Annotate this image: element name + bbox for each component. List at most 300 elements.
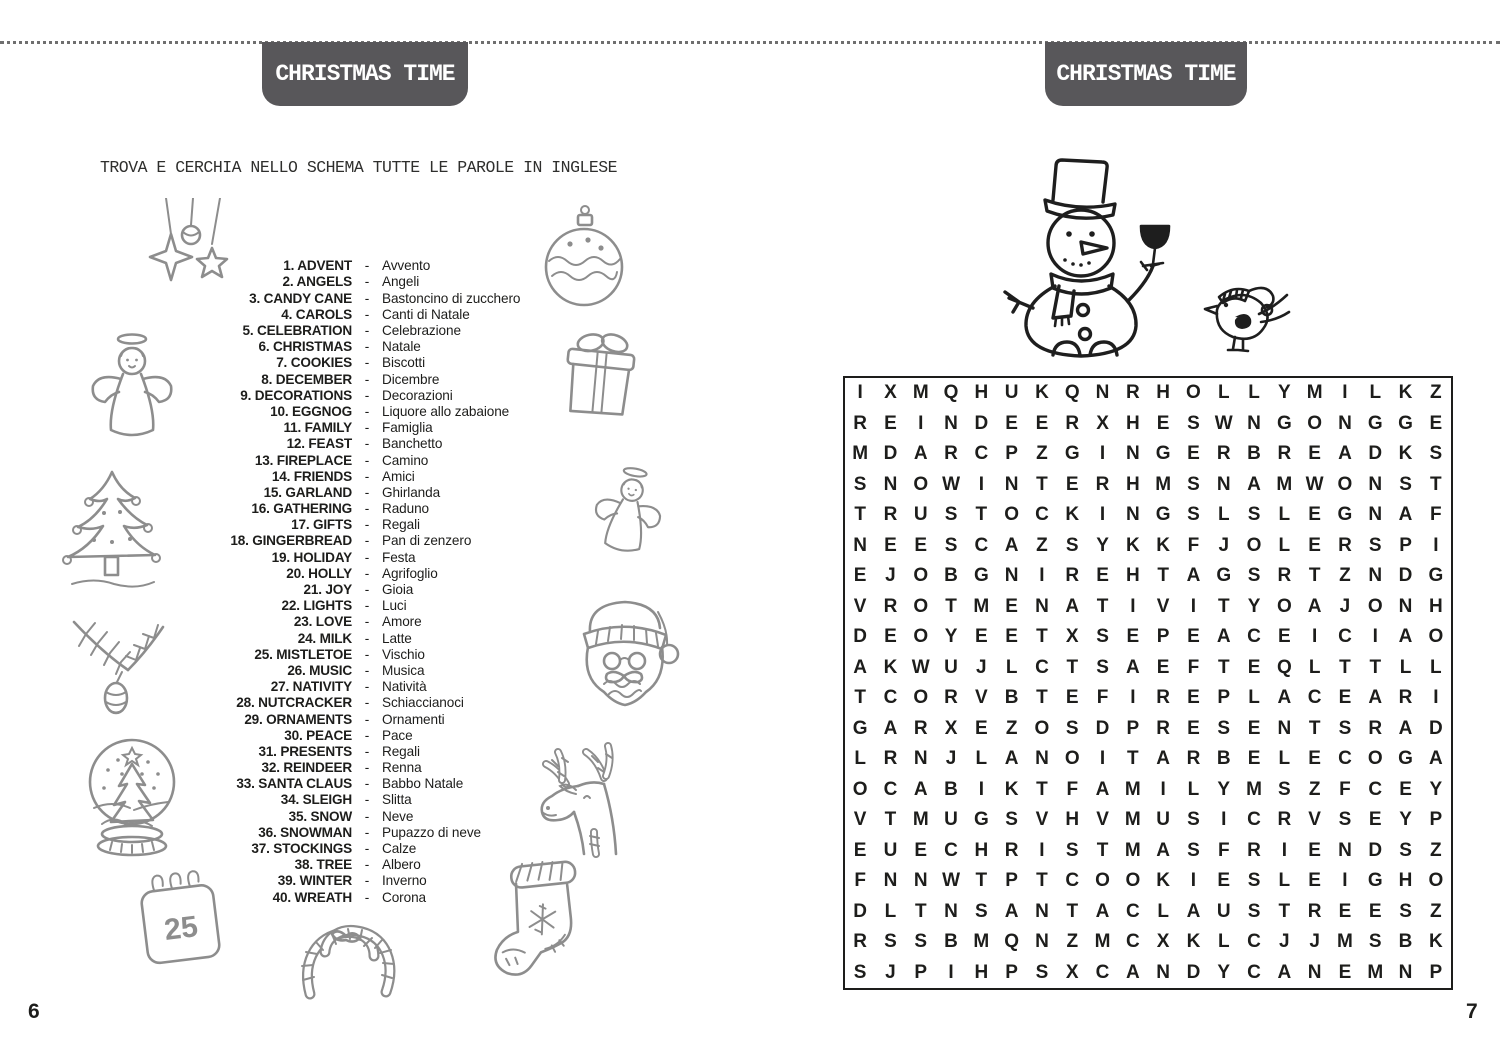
word-separator: - xyxy=(364,743,370,759)
word-italian: Natività xyxy=(382,679,427,695)
grid-letter: X xyxy=(1156,931,1170,953)
grid-letter: L xyxy=(1278,870,1291,892)
grid-letter: B xyxy=(1004,687,1019,709)
grid-letter: H xyxy=(974,961,989,983)
candy-canes-icon xyxy=(290,906,408,1008)
word-english: 7. COOKIES xyxy=(276,355,352,371)
grid-letter: F xyxy=(1096,687,1109,709)
word-separator: - xyxy=(364,533,370,549)
bird-with-santa-hat-icon xyxy=(1195,262,1295,357)
grid-letter: C xyxy=(974,443,989,465)
grid-letter: T xyxy=(1308,717,1321,739)
grid-letter: D xyxy=(853,900,868,922)
word-english: 29. ORNAMENTS xyxy=(244,711,352,727)
word-english: 40. WREATH xyxy=(272,889,352,905)
grid-letter: A xyxy=(1156,839,1170,861)
grid-letter: Z xyxy=(1430,900,1442,922)
grid-letter: S xyxy=(1065,717,1079,739)
grid-letter: E xyxy=(1005,595,1018,617)
grid-letter: E xyxy=(1156,656,1170,678)
word-english: 13. FIREPLACE xyxy=(254,452,352,468)
grid-letter: S xyxy=(853,961,867,983)
grid-letter: M xyxy=(1306,382,1323,404)
grid-letter: P xyxy=(1156,626,1170,648)
grid-letter: R xyxy=(1277,443,1292,465)
grid-letter: S xyxy=(1277,778,1291,800)
grid-letter: I xyxy=(1160,778,1166,800)
grid-letter: M xyxy=(1276,473,1293,495)
word-italian: Regali xyxy=(382,517,420,533)
grid-letter: E xyxy=(1338,687,1352,709)
angel-icon xyxy=(578,464,674,566)
word-italian: Liquore allo zabaione xyxy=(382,403,510,419)
grid-letter: F xyxy=(1217,839,1230,861)
grid-letter: C xyxy=(1247,961,1261,983)
grid-letter: I xyxy=(918,412,924,434)
grid-letter: R xyxy=(1247,839,1261,861)
grid-letter: I xyxy=(1372,626,1378,648)
grid-letter: E xyxy=(1187,687,1200,709)
grid-letter: D xyxy=(1186,961,1201,983)
grid-letter: L xyxy=(1248,687,1260,709)
grid-letter: X xyxy=(1065,961,1079,983)
grid-letter: D xyxy=(974,412,989,434)
grid-letter: R xyxy=(1065,412,1080,434)
grid-letter: X xyxy=(1096,412,1109,434)
grid-letter: G xyxy=(1064,443,1080,465)
grid-letter: S xyxy=(1187,504,1200,526)
grid-letter: P xyxy=(1399,534,1412,556)
page-title: CHRISTMAS TIME xyxy=(275,61,455,87)
grid-letter: O xyxy=(913,473,929,495)
grid-letter: I xyxy=(978,473,984,495)
grid-letter: S xyxy=(853,473,867,495)
word-separator: - xyxy=(364,582,370,598)
grid-letter: P xyxy=(1005,961,1018,983)
grid-letter: I xyxy=(1099,504,1106,526)
grid-letter: U xyxy=(944,809,958,831)
word-english: 34. SLEIGH xyxy=(280,792,352,808)
word-italian: Babbo Natale xyxy=(382,776,464,792)
snowman-icon xyxy=(995,148,1190,358)
word-italian: Natale xyxy=(382,339,421,355)
grid-letter: A xyxy=(1095,900,1110,922)
grid-letter: R xyxy=(1156,717,1170,739)
word-separator: - xyxy=(364,306,370,322)
grid-letter: B xyxy=(944,565,958,587)
grid-letter: I xyxy=(1190,595,1197,617)
grid-letter: N xyxy=(1247,412,1261,434)
grid-letter: F xyxy=(1339,778,1351,800)
grid-letter: C xyxy=(1247,809,1261,831)
grid-letter: M xyxy=(1124,809,1141,831)
grid-letter: S xyxy=(1247,504,1261,526)
grid-letter: E xyxy=(884,534,897,556)
word-english: 2. ANGELS xyxy=(282,274,352,290)
word-english: 37. STOCKINGS xyxy=(251,841,352,857)
word-italian: Biscotti xyxy=(382,355,426,371)
snow-globe-icon xyxy=(80,730,186,872)
grid-letter: T xyxy=(1066,656,1079,678)
grid-letter: N xyxy=(1035,900,1049,922)
grid-letter: E xyxy=(1187,717,1200,739)
word-italian: Raduno xyxy=(382,501,430,517)
grid-letter: N xyxy=(1125,504,1140,526)
grid-letter: Y xyxy=(1096,534,1109,556)
grid-letter: C xyxy=(1095,961,1110,983)
grid-letter: S xyxy=(1187,412,1200,434)
grid-letter: G xyxy=(973,809,989,831)
grid-letter: E xyxy=(974,626,988,648)
grid-letter: S xyxy=(1368,534,1382,556)
grid-letter: E xyxy=(1005,626,1018,648)
grid-letter: E xyxy=(1308,443,1321,465)
grid-letter: C xyxy=(1247,626,1261,648)
grid-letter: E xyxy=(1338,900,1352,922)
word-english: 12. FEAST xyxy=(286,436,352,452)
grid-letter: U xyxy=(1216,900,1231,922)
grid-letter: D xyxy=(1095,717,1110,739)
grid-letter: D xyxy=(1428,717,1443,739)
grid-letter: T xyxy=(854,687,866,709)
grid-letter: M xyxy=(973,931,990,953)
grid-letter: A xyxy=(1186,900,1201,922)
grid-letter: N xyxy=(1035,595,1049,617)
grid-letter: N xyxy=(1368,565,1383,587)
word-italian: Famiglia xyxy=(382,420,433,436)
grid-letter: L xyxy=(1278,748,1291,770)
grid-letter: K xyxy=(1428,931,1443,953)
grid-letter: Q xyxy=(943,382,959,404)
grid-letter: T xyxy=(884,809,897,831)
grid-letter: I xyxy=(1281,839,1287,861)
grid-letter: R xyxy=(1368,717,1383,739)
grid-letter: T xyxy=(914,900,927,922)
word-english: 4. CAROLS xyxy=(281,306,352,322)
word-separator: - xyxy=(364,258,370,274)
grid-letter: J xyxy=(885,565,896,587)
grid-letter: J xyxy=(1218,534,1230,556)
grid-letter: A xyxy=(1338,443,1352,465)
grid-letter: L xyxy=(1308,656,1321,678)
grid-letter: E xyxy=(1187,626,1200,648)
word-italian: Latte xyxy=(382,630,412,646)
grid-letter: R xyxy=(1277,565,1292,587)
grid-letter: M xyxy=(1094,931,1111,953)
grid-letter: N xyxy=(1338,412,1352,434)
grid-letter: C xyxy=(1247,931,1261,953)
word-separator: - xyxy=(364,662,370,678)
grid-letter: S xyxy=(1338,809,1352,831)
grid-letter: N xyxy=(1368,504,1383,526)
grid-letter: E xyxy=(1429,412,1443,434)
grid-letter: Z xyxy=(1005,717,1018,739)
grid-letter: R xyxy=(944,687,958,709)
grid-letter: A xyxy=(1428,748,1443,770)
word-italian: Celebrazione xyxy=(382,323,461,339)
grid-letter: I xyxy=(1342,870,1348,892)
grid-letter: L xyxy=(1430,656,1442,678)
grid-letter: E xyxy=(1368,900,1382,922)
grid-letter: E xyxy=(1217,870,1231,892)
word-english: 31. PRESENTS xyxy=(258,743,352,759)
grid-letter: C xyxy=(1338,626,1352,648)
word-english: 17. GIFTS xyxy=(291,517,352,533)
grid-letter: T xyxy=(1217,656,1230,678)
word-separator: - xyxy=(364,387,370,403)
grid-letter: T xyxy=(975,504,988,526)
grid-letter: Y xyxy=(1217,778,1231,800)
word-italian: Ghirlanda xyxy=(382,484,441,500)
grid-letter: P xyxy=(1217,687,1231,709)
grid-letter: W xyxy=(911,656,930,678)
grid-letter: I xyxy=(948,961,954,983)
grid-letter: H xyxy=(1398,870,1413,892)
grid-letter: O xyxy=(1367,748,1383,770)
grid-letter: A xyxy=(1398,717,1413,739)
grid-letter: X xyxy=(884,382,897,404)
grid-letter: H xyxy=(1125,473,1140,495)
grid-letter: D xyxy=(853,626,868,648)
grid-letter: E xyxy=(1368,809,1382,831)
grid-letter: B xyxy=(944,778,958,800)
word-separator: - xyxy=(364,290,370,306)
grid-letter: D xyxy=(1398,565,1413,587)
grid-letter: J xyxy=(1279,931,1290,953)
grid-letter: O xyxy=(1307,412,1323,434)
grid-letter: T xyxy=(1036,626,1048,648)
word-separator: - xyxy=(364,468,370,484)
word-english: 33. SANTA CLAUS xyxy=(236,776,352,792)
grid-letter: Y xyxy=(1247,595,1261,617)
word-italian: Avvento xyxy=(382,258,431,274)
grid-letter: A xyxy=(1398,504,1413,526)
grid-letter: R xyxy=(883,504,898,526)
grid-letter: M xyxy=(912,382,929,404)
grid-letter: B xyxy=(1398,931,1413,953)
gift-icon xyxy=(550,326,652,430)
grid-letter: S xyxy=(1247,565,1261,587)
grid-letter: K xyxy=(1004,778,1019,800)
grid-letter: S xyxy=(1247,870,1261,892)
grid-letter: N xyxy=(1035,748,1049,770)
grid-letter: O xyxy=(913,565,929,587)
christmas-tree-icon xyxy=(44,466,180,608)
grid-letter: M xyxy=(1124,778,1141,800)
grid-letter: J xyxy=(976,656,987,678)
grid-letter: O xyxy=(1064,748,1080,770)
grid-letter: C xyxy=(1125,900,1140,922)
grid-letter: F xyxy=(1430,504,1442,526)
grid-letter: T xyxy=(1127,748,1139,770)
word-english: 3. CANDY CANE xyxy=(249,290,352,306)
grid-letter: T xyxy=(1066,900,1079,922)
grid-letter: N xyxy=(1125,443,1140,465)
grid-letter: F xyxy=(854,870,866,892)
grid-letter: C xyxy=(944,839,958,861)
grid-letter: L xyxy=(1187,778,1200,800)
grid-letter: G xyxy=(1367,870,1383,892)
grid-letter: N xyxy=(913,870,928,892)
grid-letter: N xyxy=(1307,961,1322,983)
word-separator: - xyxy=(364,517,370,533)
word-english: 23. LOVE xyxy=(293,614,352,630)
grid-letter: S xyxy=(1399,839,1412,861)
wordsearch-grid xyxy=(843,376,1453,990)
word-italian: Pan di zenzero xyxy=(382,533,472,549)
grid-letter: S xyxy=(1187,839,1200,861)
word-separator: - xyxy=(364,484,370,500)
santa-face-icon xyxy=(570,590,682,710)
left-page-title-banner xyxy=(262,42,468,106)
word-separator: - xyxy=(364,598,370,614)
grid-letter: E xyxy=(1065,473,1079,495)
word-separator: - xyxy=(364,565,370,581)
grid-letter: T xyxy=(1036,778,1048,800)
word-italian: Musica xyxy=(382,662,425,678)
grid-letter: E xyxy=(974,717,988,739)
grid-letter: B xyxy=(1216,748,1231,770)
grid-letter: K xyxy=(1065,504,1080,526)
grid-letter: S xyxy=(1005,809,1018,831)
word-separator: - xyxy=(364,889,370,905)
grid-letter: M xyxy=(973,595,990,617)
word-separator: - xyxy=(364,403,370,419)
grid-letter: C xyxy=(974,534,989,556)
grid-letter: G xyxy=(1367,412,1383,434)
grid-letter: L xyxy=(854,748,866,770)
grid-letter: E xyxy=(1247,717,1261,739)
grid-letter: R xyxy=(1398,687,1413,709)
calendar-icon xyxy=(130,866,232,974)
grid-letter: I xyxy=(1039,565,1045,587)
grid-letter: R xyxy=(1065,565,1080,587)
word-italian: Schiaccianoci xyxy=(382,695,464,711)
grid-letter: A xyxy=(1065,595,1080,617)
word-italian: Regali xyxy=(382,743,420,759)
word-italian: Luci xyxy=(382,598,407,614)
grid-letter: R xyxy=(853,931,868,953)
word-separator: - xyxy=(364,711,370,727)
page-number-left: 6 xyxy=(28,1000,40,1023)
grid-letter: A xyxy=(883,717,898,739)
word-separator: - xyxy=(364,630,370,646)
grid-letter: L xyxy=(975,748,988,770)
word-english: 11. FAMILY xyxy=(283,420,352,436)
grid-letter: I xyxy=(1130,687,1136,709)
grid-letter: A xyxy=(1095,778,1110,800)
word-italian: Camino xyxy=(382,452,429,468)
grid-letter: L xyxy=(1399,656,1412,678)
page-title: CHRISTMAS TIME xyxy=(1056,61,1236,87)
grid-letter: F xyxy=(1066,778,1079,800)
grid-letter: R xyxy=(1307,900,1322,922)
grid-letter: R xyxy=(944,443,958,465)
word-separator: - xyxy=(364,695,370,711)
grid-letter: T xyxy=(1430,473,1442,495)
word-separator: - xyxy=(364,824,370,840)
grid-letter: N xyxy=(1035,931,1049,953)
grid-letter: A xyxy=(1004,534,1019,556)
word-italian: Ornamenti xyxy=(382,711,445,727)
grid-letter: H xyxy=(1065,809,1080,831)
word-english: 22. LIGHTS xyxy=(281,598,352,614)
grid-letter: C xyxy=(1035,656,1049,678)
grid-letter: U xyxy=(1156,809,1170,831)
grid-letter: R xyxy=(1125,382,1140,404)
grid-letter: A xyxy=(1398,626,1413,648)
word-separator: - xyxy=(364,776,370,792)
word-italian: Vischio xyxy=(382,646,425,662)
grid-letter: N xyxy=(944,900,958,922)
pine-branch-icon xyxy=(66,610,172,724)
grid-letter: T xyxy=(1308,565,1321,587)
grid-letter: S xyxy=(914,931,928,953)
word-separator: - xyxy=(364,873,370,889)
grid-letter: G xyxy=(1216,565,1232,587)
grid-letter: G xyxy=(1155,443,1171,465)
grid-letter: A xyxy=(1307,595,1322,617)
grid-letter: W xyxy=(1305,473,1324,495)
word-english: 24. MILK xyxy=(297,630,352,646)
grid-letter: I xyxy=(1099,443,1106,465)
grid-letter: X xyxy=(1065,626,1079,648)
grid-letter: T xyxy=(1096,595,1109,617)
grid-letter: T xyxy=(1339,656,1351,678)
grid-letter: S xyxy=(1217,717,1231,739)
grid-letter: I xyxy=(1433,687,1439,709)
grid-letter: A xyxy=(1277,687,1292,709)
puzzle-instruction: TROVA E CERCHIA NELLO SCHEMA TUTTE LE PAROLE IN INGLESE xyxy=(100,158,618,177)
grid-letter: M xyxy=(1124,839,1141,861)
grid-letter: E xyxy=(1308,748,1321,770)
grid-letter: G xyxy=(1276,412,1292,434)
grid-letter: X xyxy=(944,717,958,739)
grid-letter: D xyxy=(883,443,898,465)
grid-letter: T xyxy=(1217,595,1230,617)
grid-letter: Z xyxy=(1036,534,1048,556)
word-english: 14. FRIENDS xyxy=(271,468,352,484)
grid-letter: M xyxy=(1155,473,1172,495)
grid-letter: S xyxy=(1096,656,1109,678)
grid-letter: M xyxy=(852,443,869,465)
word-italian: Canti di Natale xyxy=(382,306,470,322)
grid-letter: E xyxy=(914,534,928,556)
word-italian: Slitta xyxy=(382,792,412,808)
word-italian: Agrifoglio xyxy=(382,565,438,581)
grid-letter: N xyxy=(1216,473,1231,495)
word-separator: - xyxy=(364,614,370,630)
grid-letter: O xyxy=(1428,870,1444,892)
grid-letter: Z xyxy=(1339,565,1351,587)
grid-letter: R xyxy=(1186,748,1201,770)
grid-letter: L xyxy=(884,900,897,922)
grid-letter: T xyxy=(1278,900,1291,922)
word-italian: Gioia xyxy=(382,582,414,598)
grid-letter: O xyxy=(1276,595,1292,617)
grid-letter: T xyxy=(975,870,988,892)
grid-letter: C xyxy=(1307,687,1322,709)
grid-letter: T xyxy=(1036,870,1048,892)
grid-letter: S xyxy=(1187,809,1200,831)
grid-letter: W xyxy=(1214,412,1233,434)
grid-letter: N xyxy=(1368,473,1383,495)
grid-letter: E xyxy=(914,839,928,861)
grid-letter: G xyxy=(973,565,989,587)
grid-letter: T xyxy=(1036,687,1048,709)
grid-letter: E xyxy=(853,839,867,861)
grid-letter: R xyxy=(1216,443,1231,465)
